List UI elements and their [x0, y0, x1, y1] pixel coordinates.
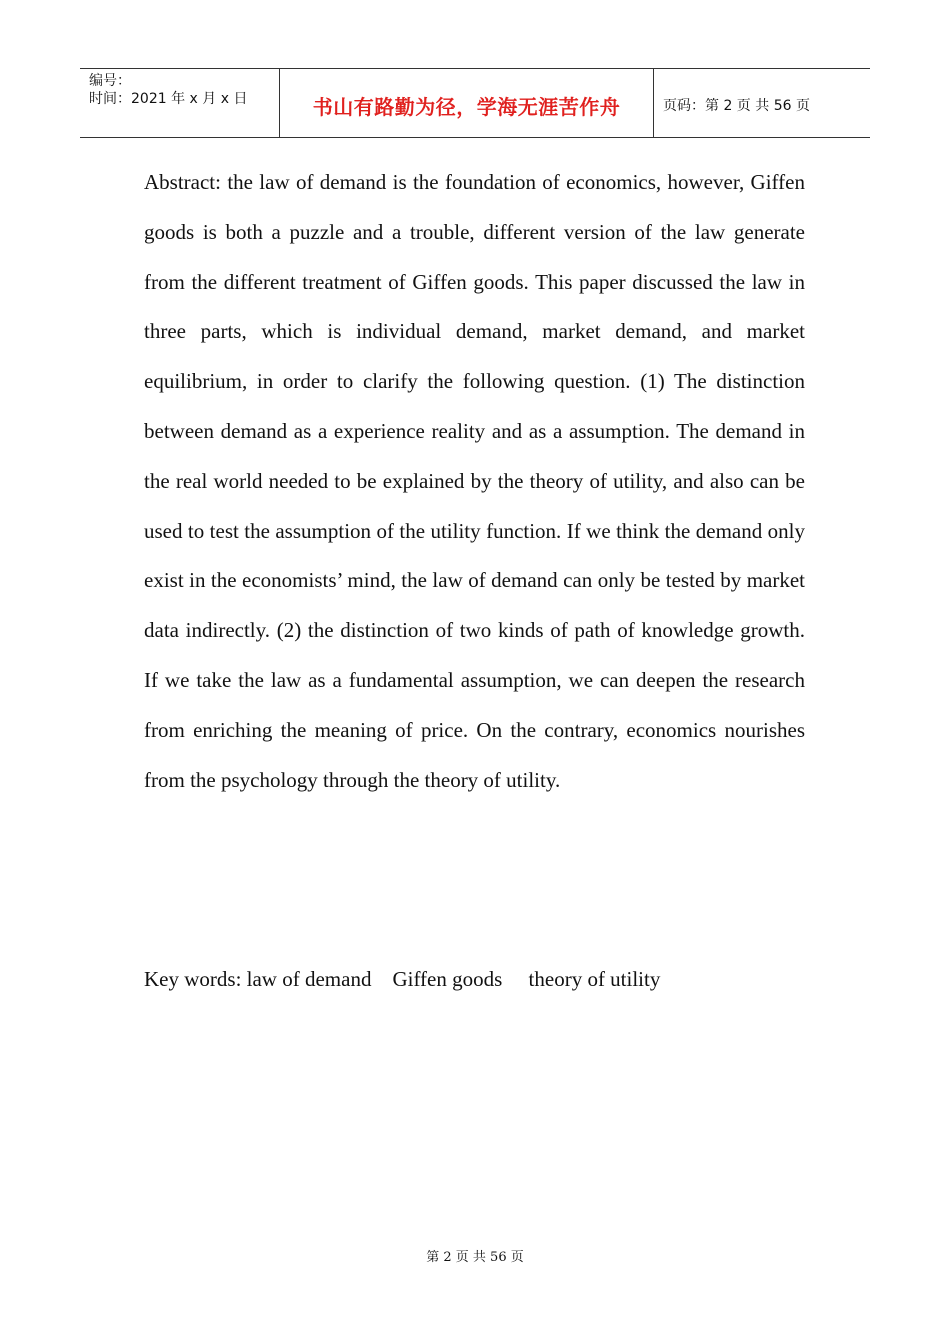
document-date-label: 时间：2021 年 x 月 x 日	[89, 91, 248, 107]
header-meta-cell	[80, 69, 280, 137]
abstract-paragraph: Abstract: the law of demand is the foundation of economics, however, Giffen goods is both a puzzle and a trouble, different version of the law generate from the different treatment of Giffen goods. This paper discussed the law in three parts, which is individual demand, market demand, and market equilibrium, in order to clarify the following question. (1) The distinction between demand as a experience reality and as a assumption. The demand in the real world needed to be explained by the theory of utility, and also can be used to test the assumption of the utility function. If we think the demand only exist in the economists’ mind, the law of demand can only be tested by market data indirectly. (2) the distinction of two kinds of path of knowledge growth. If we take the law as a fundamental assumption, we can deepen the research from enriching the meaning of price. On the contrary, economics nourishes from the psychology through the theory of utility.	[144, 170, 805, 792]
header-page-info: 页码：第 2 页 共 56 页	[663, 98, 810, 114]
document-header	[80, 68, 870, 138]
page-footer: 第 2 页 共 56 页	[426, 1250, 524, 1265]
header-motto: 书山有路勤为径，学海无涯苦作舟	[280, 69, 654, 137]
keywords-line: Key words: law of demand Giffen goods theory of utility	[144, 967, 661, 991]
document-number-label: 编号：	[89, 73, 131, 89]
